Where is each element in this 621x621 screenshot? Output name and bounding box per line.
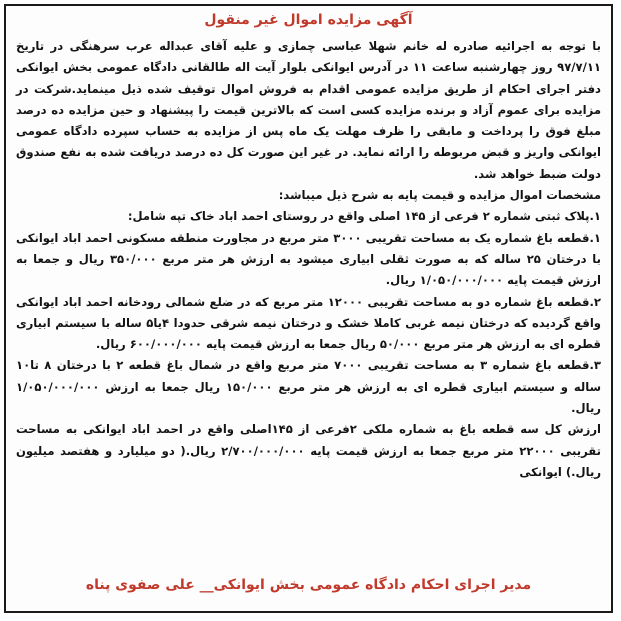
item-1: ۱.قطعه باغ شماره یک به مساحت تقریبی ۳۰۰۰ متر مربع در مجاورت منطقه مسکونی احمد اباد ایوانکی با درختان ۲۵ ساله که به صورت ثقلی ابیاری میشود به ارزش هر متر مربع ۳۵۰/۰۰۰ ریال و جمعا به ارزش قیمت پایه ۱/۰۵۰/۰۰۰/۰۰۰ ریال.	[16, 230, 602, 288]
item-2: ۲.قطعه باغ شماره دو به مساحت تقریبی ۱۲۰۰۰ متر مربع که در ضلع شمالی رودخانه احمد اباد ایوانکی واقع گردیده که درختان نیمه غربی کاملا خشک و درختان نیمه شرقی حدودا ۴یا۵ ساله با سیستم ابیاری قطره ای به ارزش هر متر مربع ۵۰/۰۰۰ ریال جمعا به ارزش قیمت پایه ۶۰۰/۰۰۰/۰۰۰ ریال.	[16, 294, 601, 352]
signature-line: مدیر اجرای احکام دادگاه عمومی بخش ایوانکی__ علی صفوی پناه	[85, 577, 532, 593]
intro-paragraph: با توجه به اجرائیه صادره له خانم شهلا عباسی چمازی و علیه آقای عبداله عرب سرهنگی در تاریخ ۹۷/۷/۱۱ روز چهارشنبه ساعت ۱۱ در آدرس ایوانکی بلوار آیت اله طالقانی دادگاه عمومی بخش ایوانکی دفتر اجرای احکام از طریق مزایده عمومی اقدام به فروش اموال توقیف شده ذیل مینماید.شرکت در مزایده برای عموم آزاد و برنده مزایده کسی است که بالاترین قیمت را پیشنهاد و حین مزایده ده درصد مبلغ فوق را پرداخت و مابقی را ظرف مهلت یک ماه پس از مزایده به حساب سپرده دادگاه عمومی ایوانکی واریز و قبض مربوطه را ارائه نماید. در غیر این صورت کل ده درصد دریافت شده به نفع صندوق دولت ضبط خواهد شد.	[16, 39, 601, 181]
notice-title: آگهی مزایده اموال غیر منقول	[204, 12, 413, 28]
specs-heading: مشخصات اموال مزایده و قیمت پایه به شرح ذیل میباشد:	[278, 188, 601, 203]
notice-body	[16, 36, 601, 483]
item-3: ۳.قطعه باغ شماره ۳ به مساحت تقریبی ۷۰۰۰ متر مربع واقع در شمال باغ قطعه ۲ با درختان ۸ تا۱۰ ساله و سیستم ابیاری قطره ای به ارزش هر متر مربع ۱۵۰/۰۰۰ ریال جمعا به ارزش ۱/۰۵۰/۰۰۰/۰۰۰ ریال.	[16, 358, 601, 416]
plot-line: ۱.پلاک ثبتی شماره ۲ فرعی از ۱۴۵ اصلی واقع در روستای احمد اباد خاک تپه شامل:	[127, 209, 601, 224]
total-paragraph: ارزش کل سه قطعه باغ به شماره ملکی ۲فرعی از ۱۴۵اصلی واقع در احمد اباد ایوانکی به مساحت تقریبی ۲۲۰۰۰ متر مربع جمعا به ارزش قیمت پایه ۲/۷۰۰/۰۰۰/۰۰۰ ریال.( دو میلیارد و هفتصد میلیون ریال.) ایوانکی	[16, 422, 601, 479]
notice-frame	[4, 4, 613, 613]
